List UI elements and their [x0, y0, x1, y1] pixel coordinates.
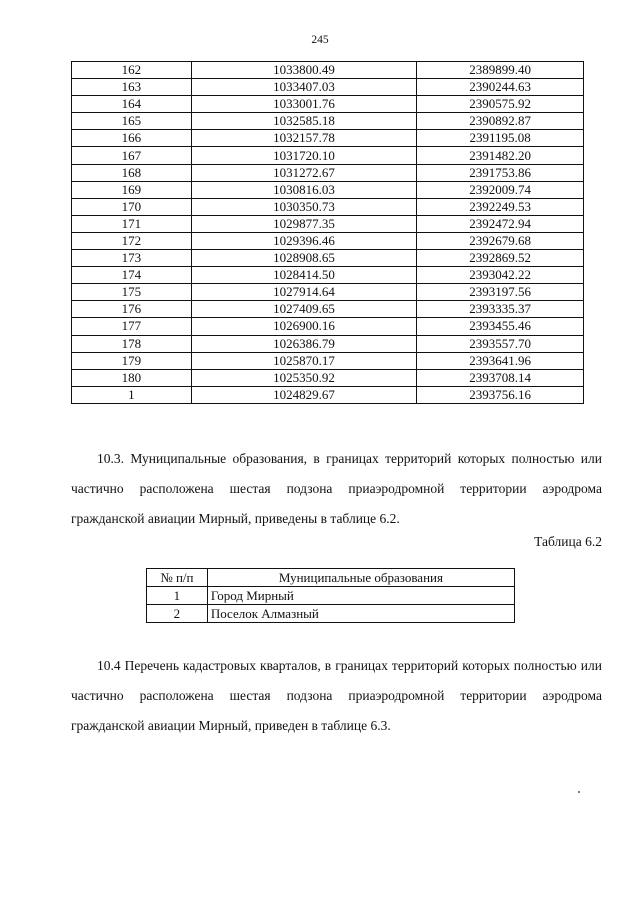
table-row — [72, 369, 584, 386]
table-row — [72, 335, 584, 352]
x-coordinate: 1025350.92 — [191, 369, 417, 386]
point-number: 166 — [72, 130, 192, 147]
x-coordinate: 1032157.78 — [191, 130, 417, 147]
x-coordinate: 1025870.17 — [191, 352, 417, 369]
scan-speck — [578, 791, 580, 793]
y-coordinate: 2393708.14 — [417, 369, 584, 386]
table-row — [72, 113, 584, 130]
x-coordinate: 1028414.50 — [191, 267, 417, 284]
point-number: 173 — [72, 250, 192, 267]
table-row — [72, 284, 584, 301]
table-row — [72, 96, 584, 113]
x-coordinate: 1024829.67 — [191, 386, 417, 403]
point-number: 179 — [72, 352, 192, 369]
paragraph-10-4-text: 10.4 Перечень кадастровых кварталов, в границах территорий которых полностью или частично расположена шестая подзона приаэродромной территории аэродрома гражданской авиации Мирный, приведен в таблице 6.3. — [71, 658, 602, 733]
point-number: 165 — [72, 113, 192, 130]
point-number: 1 — [72, 386, 192, 403]
row-number: 1 — [147, 587, 208, 605]
y-coordinate: 2393557.70 — [417, 335, 584, 352]
x-coordinate: 1032585.18 — [191, 113, 417, 130]
y-coordinate: 2393455.46 — [417, 318, 584, 335]
table-row — [72, 147, 584, 164]
x-coordinate: 1033800.49 — [191, 62, 417, 79]
y-coordinate: 2391482.20 — [417, 147, 584, 164]
y-coordinate: 2392869.52 — [417, 250, 584, 267]
point-number: 180 — [72, 369, 192, 386]
table-row — [72, 164, 584, 181]
point-number: 172 — [72, 232, 192, 249]
x-coordinate: 1029396.46 — [191, 232, 417, 249]
x-coordinate: 1026900.16 — [191, 318, 417, 335]
y-coordinate: 2392472.94 — [417, 215, 584, 232]
table-row — [72, 130, 584, 147]
point-number: 170 — [72, 198, 192, 215]
paragraph-10-3-text: 10.3. Муниципальные образования, в границах территорий которых полностью или частично расположена шестая подзона приаэродромной территории аэродрома гражданской авиации Мирный, приведены в таблице 6.2. — [71, 451, 602, 526]
table-header-row — [147, 569, 515, 587]
point-number: 163 — [72, 79, 192, 96]
x-coordinate: 1033407.03 — [191, 79, 417, 96]
table-row — [72, 198, 584, 215]
header-number: № п/п — [147, 569, 208, 587]
x-coordinate: 1030350.73 — [191, 198, 417, 215]
point-number: 164 — [72, 96, 192, 113]
y-coordinate: 2393641.96 — [417, 352, 584, 369]
x-coordinate: 1027914.64 — [191, 284, 417, 301]
table-row — [72, 267, 584, 284]
point-number: 171 — [72, 215, 192, 232]
table-row — [72, 79, 584, 96]
table-caption: Таблица 6.2 — [534, 534, 602, 549]
x-coordinate: 1027409.65 — [191, 301, 417, 318]
row-municipality: Город Мирный — [207, 587, 514, 605]
point-number: 168 — [72, 164, 192, 181]
paragraph-10-4 — [71, 651, 602, 741]
table-row — [72, 181, 584, 198]
x-coordinate: 1026386.79 — [191, 335, 417, 352]
municipalities-table — [146, 568, 515, 623]
point-number: 169 — [72, 181, 192, 198]
x-coordinate: 1031720.10 — [191, 147, 417, 164]
row-number: 2 — [147, 605, 208, 623]
x-coordinate: 1028908.65 — [191, 250, 417, 267]
y-coordinate: 2393335.37 — [417, 301, 584, 318]
header-municipality: Муниципальные образования — [207, 569, 514, 587]
table-row — [72, 62, 584, 79]
y-coordinate: 2393756.16 — [417, 386, 584, 403]
y-coordinate: 2390575.92 — [417, 96, 584, 113]
y-coordinate: 2392009.74 — [417, 181, 584, 198]
point-number: 178 — [72, 335, 192, 352]
paragraph-10-3 — [71, 444, 602, 534]
y-coordinate: 2392249.53 — [417, 198, 584, 215]
y-coordinate: 2390892.87 — [417, 113, 584, 130]
point-number: 176 — [72, 301, 192, 318]
table-row — [72, 232, 584, 249]
y-coordinate: 2393197.56 — [417, 284, 584, 301]
page-number: 245 — [311, 34, 329, 46]
table-row — [72, 301, 584, 318]
point-number: 167 — [72, 147, 192, 164]
coordinates-table-body — [72, 62, 584, 404]
table-row — [72, 352, 584, 369]
x-coordinate: 1033001.76 — [191, 96, 417, 113]
y-coordinate: 2391195.08 — [417, 130, 584, 147]
table-row — [147, 605, 515, 623]
x-coordinate: 1031272.67 — [191, 164, 417, 181]
table-row — [147, 587, 515, 605]
y-coordinate: 2392679.68 — [417, 232, 584, 249]
x-coordinate: 1030816.03 — [191, 181, 417, 198]
y-coordinate: 2389899.40 — [417, 62, 584, 79]
point-number: 177 — [72, 318, 192, 335]
point-number: 175 — [72, 284, 192, 301]
table-row — [72, 215, 584, 232]
point-number: 174 — [72, 267, 192, 284]
table-row — [72, 318, 584, 335]
coordinates-table — [71, 61, 584, 404]
y-coordinate: 2391753.86 — [417, 164, 584, 181]
y-coordinate: 2390244.63 — [417, 79, 584, 96]
y-coordinate: 2393042.22 — [417, 267, 584, 284]
x-coordinate: 1029877.35 — [191, 215, 417, 232]
point-number: 162 — [72, 62, 192, 79]
table-row — [72, 386, 584, 403]
row-municipality: Поселок Алмазный — [207, 605, 514, 623]
table-row — [72, 250, 584, 267]
